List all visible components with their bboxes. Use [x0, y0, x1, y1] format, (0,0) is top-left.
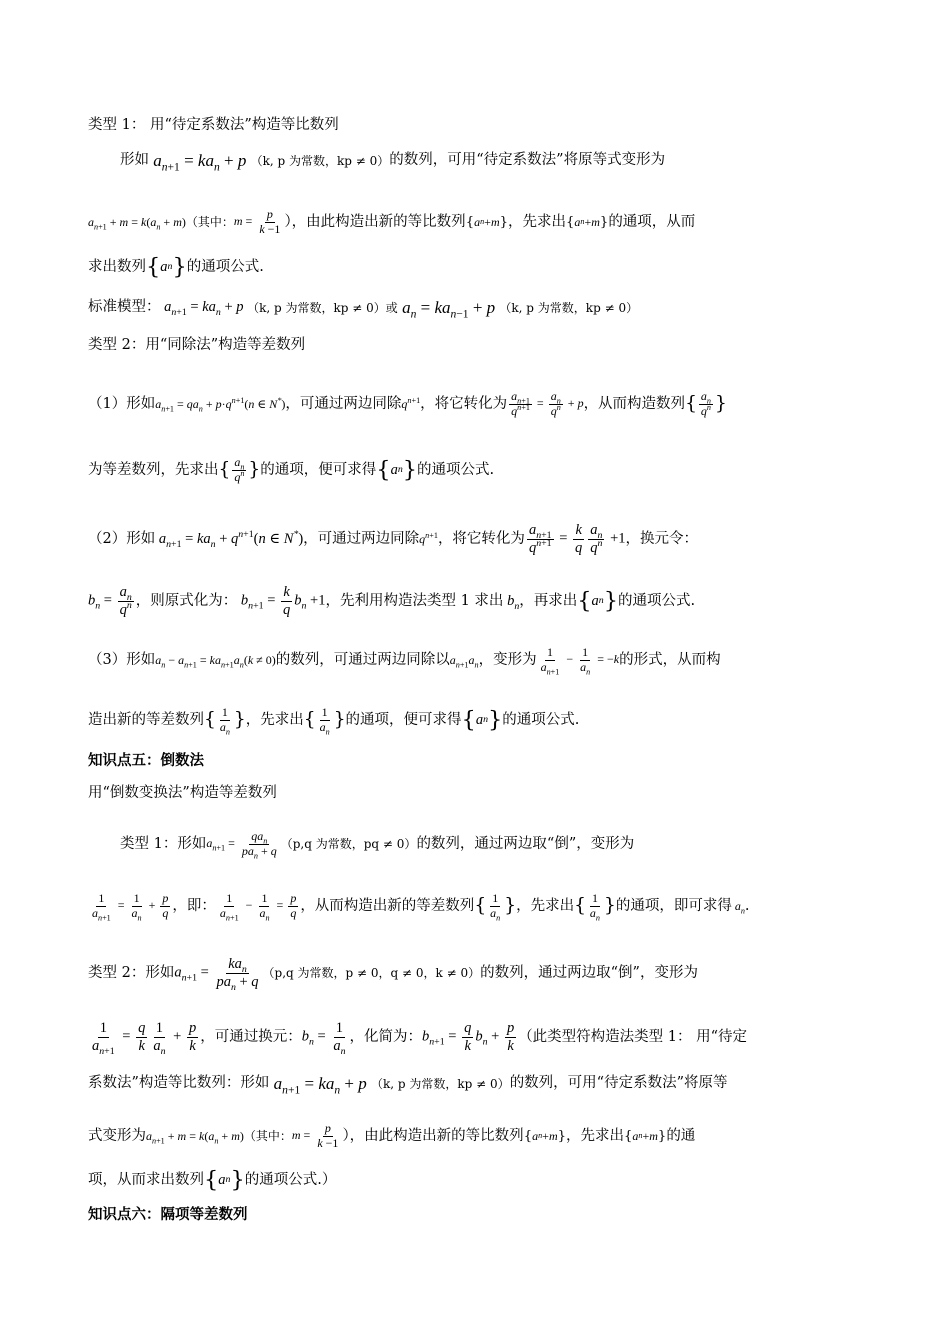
k5-type2: 类型 2：形如 $a_{n+1}$ = $\frac{ka_n}{pa_n + q}$ （p,q 为常数，p ≠ 0，q ≠ 0，k ≠ 0） 的数列，通过两边取“倒”，变形为 [88, 956, 698, 993]
type2-case1-cont: 为等差数列，先求出 { $\frac{a_n}{q^n}$ } 的通项，便可求得 { a n } 的通项公式. [88, 455, 495, 484]
type2-case2: （2）形如 $a_{n+1} = ka_n + q^{n+1}(n$ ∈ N*) ，可通过两边同除 $q^{n+1}$ ，将它转化为 $\frac{a_{n+1}}{q^{n+1}}$ = $\frac{k}{q}$ $\frac{a_n}{q^n}$ +1 ，换元令： [88, 522, 699, 556]
type2-case2-cont: $b_n$ = $\frac{a_n}{q^n}$ ，则原式化为： $b_{n+1}$ = $\frac{k}{q}$ $b_n +1$ ，先利用构造法类型 1 求出 $b_n$ ，再求出 { a n } 的通项公式. [88, 584, 696, 618]
k5-subtitle: 用“倒数变换法”构造等差数列 [88, 785, 277, 801]
type1-title: 类型 1： 用“待定系数法”构造等比数列 [88, 117, 339, 133]
k5-type2-cont: $\frac{1}{a_{n+1}}$ = $\frac{q}{k}$ $\frac{1}{a_n}$ + $\frac{p}{k}$ ，可通过换元： $b_n$ = $\frac{1}{a_n}$ ，化简为： $b_{n+1}$ = $\frac{q}{k}$ $b_n$ + $\frac{p}{k}$ （此类型符构造法类型 1： 用“待定 [92, 1020, 748, 1057]
k6-heading: 知识点六：隔项等差数列 [88, 1206, 248, 1223]
type1-line2: $a_{n+1} + m = k(a_n + m)$ （其中： m = $\frac{p}{k -1}$ ），由此构造出新的等比数列 { a n + m } ，先求出 { a n + m } 的通项，从而 [88, 207, 696, 236]
type2-case1: （1）形如 $a_{n+1} = qa_n + p\cdot q^{n+1}(n$ ∈ N*) ，可通过两边同除 $q^{n+1}$ ，将它转化为 $\frac{a_{n+1}}{q^{n+1}}$ = $\frac{a_n}{q^n}$ + p ，从而构造数列 { $\frac{a_n}{q^n}$ } [88, 389, 727, 418]
type2-title: 类型 2：用“同除法”构造等差数列 [88, 337, 306, 353]
type1-line1: 形如 $a_{n+1} = ka_n + p$ （k, p 为常数，kp ≠ 0） 的数列，可用“待定系数法”将原等式变形为 [120, 151, 666, 174]
k5-type2-cont2: 系数法”构造等比数列：形如 $a_{n+1} = ka_n + p$ （k, p 为常数，kp ≠ 0） 的数列，可用“待定系数法”将原等 [88, 1074, 728, 1097]
type2-case3-cont: 造出新的等差数列 { $\frac{1}{a_n}$ } ，先求出 { $\frac{1}{a_n}$ } 的通项，便可求得 { a n } 的通项公式. [88, 705, 580, 737]
standard-model: 标准模型： $a_{n+1} = ka_n + p$ （k, p 为常数，kp ≠ 0）或 $a_n = ka_{n-1} + p$ （k, p 为常数，kp ≠ 0） [88, 298, 639, 321]
k5-type2-cont3: 式变形为 $a_{n+1} + m = k(a_n + m)$ （其中： m = $\frac{p}{k -1}$ ），由此构造出新的等比数列 { a n + m } ，先求出 { a n + m } 的通 [88, 1121, 696, 1150]
k5-type1-cont: $\frac{1}{a_{n+1}}$ = $\frac{1}{a_n}$ + $\frac{p}{q}$ ，即： $\frac{1}{a_{n+1}}$ − $\frac{1}{a_n}$ = $\frac{p}{q}$ ，从而构造出新的等差数列 { $\frac{1}{a_n}$ } ，先求出 { $\frac{1}{a_n}$ } 的通项，即可求得 $a_n$ . [92, 891, 750, 923]
type1-line3: 求出数列 { a n } 的通项公式. [88, 254, 264, 280]
k5-type2-cont4: 项，从而求出数列 { a n } 的通项公式.） [88, 1167, 337, 1193]
type2-case3: （3）形如 $a_n - a_{n+1} = ka_{n+1}a_n(k \ne 0)$ 的数列，可通过两边同除以 $a_{n+1}a_n$ ，变形为 $\frac{1}{a_{n+1}}$ − $\frac{1}{a_n}$ = −k 的形式，从而构 [88, 645, 721, 677]
k5-heading: 知识点五：倒数法 [88, 752, 204, 769]
k5-type1: 类型 1：形如 $a_{n+1}$ = $\frac{qa_n}{pa_n + q}$ （p,q 为常数，pq ≠ 0） 的数列，通过两边取“倒”，变形为 [120, 829, 635, 861]
recurrence-formula: $a_{n+1} = ka_n + p$ [149, 151, 251, 174]
